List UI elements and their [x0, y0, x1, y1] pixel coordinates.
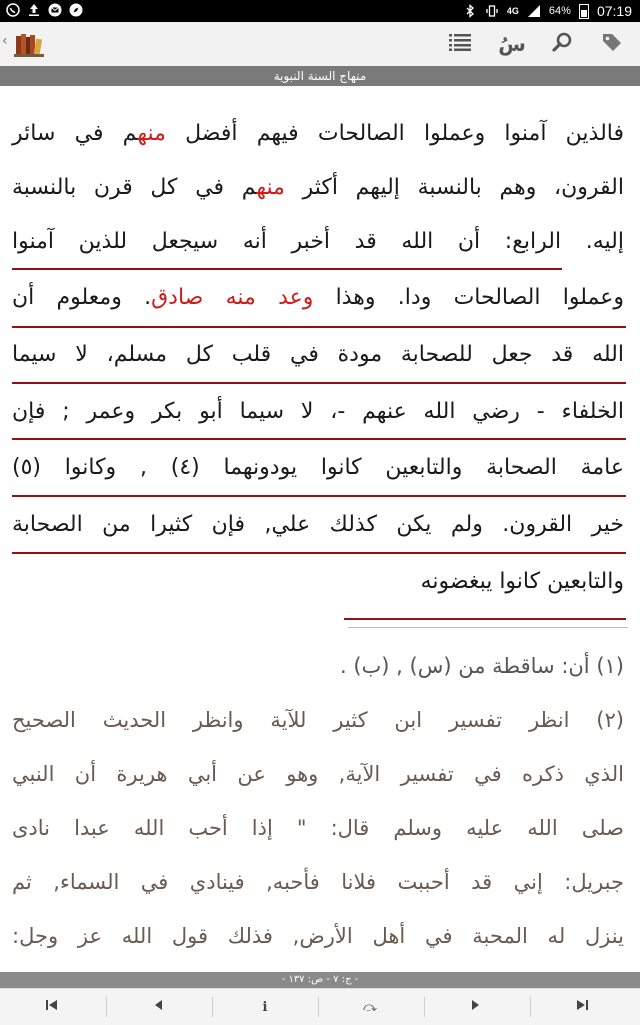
status-bar [0, 0, 640, 22]
footnote-line: (١) أن: ساقطة من (س) , (ب) . [339, 654, 624, 678]
upload-icon [27, 3, 41, 17]
last-page-button[interactable] [552, 989, 612, 1025]
next-page-button[interactable] [446, 989, 506, 1025]
skip-last-icon [575, 999, 589, 1015]
info-icon: i [262, 999, 268, 1015]
whatsapp-icon [6, 3, 20, 17]
highlight-underline [12, 438, 626, 440]
undo-arrow-icon: ⤼ [363, 999, 377, 1015]
skip-first-icon [45, 999, 59, 1015]
divider [318, 997, 319, 1017]
go-back-button[interactable] [340, 989, 400, 1025]
text-line: إليه. الرابع: أن الله قد أخبر أنه سيجعل للذين آمنوا [12, 229, 624, 254]
footnote-line: صلى الله عليه وسلم قال: " إذا أحب الله عبدا نادى [12, 816, 624, 840]
text-line: عامة الصحابة والتابعين كانوا يودونهما (٤) , وكانوا (٥) [12, 455, 624, 480]
signal-icon [527, 4, 541, 18]
text-format-button[interactable] [490, 22, 534, 66]
divider [212, 997, 213, 1017]
text-line: فالذين آمنوا وعملوا الصالحات فيهم أفضل منهم في سائر [12, 121, 624, 146]
arrow-right-icon [471, 999, 481, 1015]
first-page-button[interactable] [22, 989, 82, 1025]
info-button[interactable] [235, 989, 295, 1025]
clock: 07:19 [596, 3, 632, 19]
text-line: والتابعين كانوا يبغضونه [420, 569, 624, 594]
reading-pane[interactable] [0, 86, 640, 972]
notification-icons [6, 3, 83, 17]
footnote-line: الذي ذكره في تفسير الآية, وهو عن أبي هريرة أن النبي [12, 762, 624, 786]
highlight-underline [12, 326, 626, 328]
search-icon [552, 32, 572, 56]
search-button[interactable] [540, 22, 584, 66]
text-line: القرون، وهم بالنسبة إليهم أكثر منهم في كل قرن بالنسبة [12, 175, 624, 200]
text-line: وعملوا الصالحات ودا. وهذا وعد منه صادق. ومعلوم أن [12, 285, 624, 310]
highlight-underline [12, 382, 626, 384]
bluetooth-icon [463, 4, 477, 18]
back-chevron-icon[interactable]: ‹ [2, 33, 8, 49]
footnote-line: جبريل: إني قد أحببت فلانا فأحبه, فينادي في السماء, ثم [12, 870, 624, 894]
system-icons [463, 3, 632, 19]
tag-icon [601, 32, 623, 56]
contents-list-button[interactable] [438, 22, 482, 66]
text-line: الخلفاء - رضي الله عنهم -، لا سيما أبو بكر وعمر ; فإن [12, 399, 624, 424]
divider [530, 997, 531, 1017]
network-label: 4G [506, 6, 519, 16]
compass-icon [69, 3, 83, 17]
highlight-underline [12, 268, 562, 270]
battery-icon [579, 4, 589, 19]
page-indicator: - ج: ٧ - ص: ١٣٧ - [0, 972, 640, 988]
vibrate-icon [485, 4, 499, 18]
text-line: الله قد جعل للصحابة مودة في قلب كل مسلم، لا سيما [12, 342, 624, 367]
app-logo-books-icon[interactable] [14, 30, 44, 58]
app-toolbar [0, 22, 640, 66]
bookmark-tag-button[interactable] [590, 22, 634, 66]
list-icon [449, 33, 471, 55]
highlight-underline [344, 618, 626, 620]
footnote-separator [348, 627, 628, 628]
battery-percent: 64% [548, 5, 571, 17]
divider [106, 997, 107, 1017]
footnote-line: ينزل له المحبة في أهل الأرض, فذلك قول الله عز وجل: [12, 924, 624, 948]
text-line: خير القرون. ولم يكن كذلك علي, فإن كثيرا من الصحابة [12, 512, 624, 537]
arrow-left-icon [153, 999, 163, 1015]
email-icon [48, 3, 62, 17]
footnote-line: (٢) انظر تفسير ابن كثير للآية وانظر الحديث الصحيح [12, 708, 624, 732]
previous-page-button[interactable] [128, 989, 188, 1025]
highlight-underline [12, 495, 626, 497]
book-title: منهاج السنة النبوية [0, 66, 640, 86]
highlight-underline [12, 552, 626, 554]
divider [424, 997, 425, 1017]
text-format-icon: سُ [498, 32, 526, 56]
bottom-navigation [0, 988, 640, 1025]
